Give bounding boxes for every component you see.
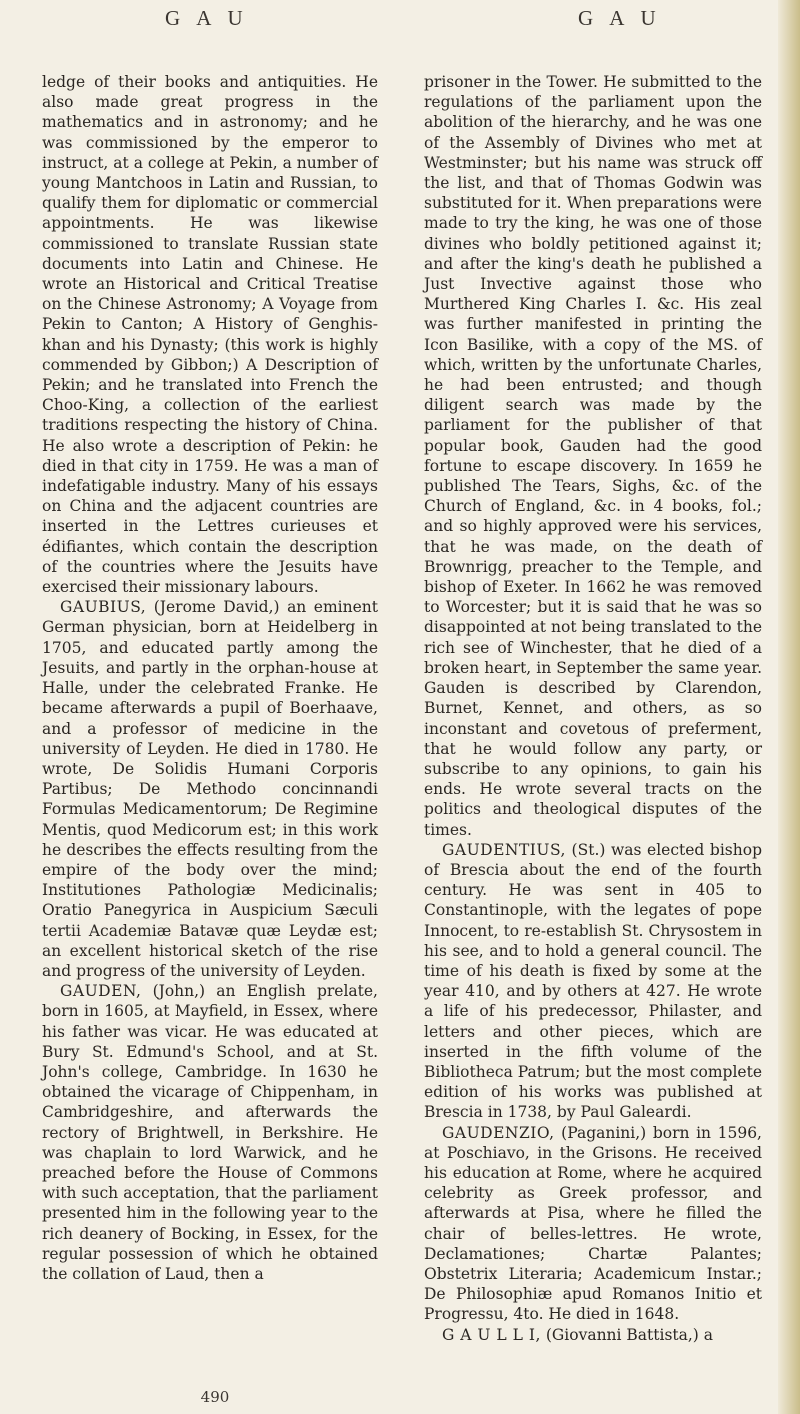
left-column [42,72,378,1284]
entry-gauden [42,981,378,1284]
page-edge [778,0,800,1414]
entry-name: GAUDEN, [60,982,142,1001]
entry-name: G A U L L I, [442,1325,541,1344]
entry-name: GAUDENTIUS, [442,840,566,859]
entry-name: GAUDENZIO, [442,1123,555,1142]
entry-gaudentius [424,840,762,1123]
entry-text: (Paganini,) born in 1596, at Poschiavo, in the Grisons. He received his education at Rome, where he acquired celebrity as Greek professor, and afterwards at Pisa, where he filled the chair of belles-lettres. He wrote, Declamationes; Chartæ Palantes; Obstetrix Literaria; Academicum Instar.; De Philosophiæ apud Romanos Initio et Progressu, 4to. He died in 1648. [424,1123,762,1324]
running-head-left: G A U [165,6,249,30]
entry-gaudenzio [424,1123,762,1325]
entry-gaulli [424,1325,762,1345]
entry-gaubius [42,597,378,981]
paragraph-continued: ledge of their books and antiquities. He also made great progress in the mathematics and in astronomy; and he was commissioned by the emperor to instruct, at a college at Pekin, a number of young Mantchoos in Latin and Russian, to qualify them for diplomatic or commercial appointments. He was likewise commissioned to translate Russian state documents into Latin and Chinese. He wrote an Historical and Critical Treatise on the Chinese Astronomy; A Voyage from Pekin to Canton; A History of Genghis-khan and his Dynasty; (this work is highly commended by Gibbon;) A Description of Pekin; and he translated into French the Choo-King, a collection of the earliest traditions respecting the history of China. He also wrote a description of Pekin: he died in that city in 1759. He was a man of indefatigable industry. Many of his essays on China and the adjacent countries are inserted in the Lettres curieuses et édifiantes, which contain the description of the countries where the Jesuits have exercised their missionary labours. [42,73,378,597]
right-column [424,72,762,1345]
page-number: 490 [200,1388,230,1406]
entry-text: (John,) an English prelate, born in 1605, at Mayfield, in Essex, where his father was vicar. He was educated at Bury St. Edmund's School, and at St. John's college, Cambridge. In 1630 he obtained the vicarage of Chippenham, in Cambridgeshire, and afterwards the rectory of Brightwell, in Berkshire. He was chaplain to lord Warwick, and he preached before the House of Commons with such acceptation, that the parliament presented him in the following year to the rich deanery of Bocking, in Essex, for the regular possession of which he obtained the collation of Laud, then a [42,982,378,1283]
entry-text: (St.) was elected bishop of Brescia about the end of the fourth century. He was sent in 405 to Constantinople, with the legates of pope Innocent, to re-establish St. Chrysostem in his see, and to hold a general council. The time of his death is fixed by some at the year 410, and by others at 427. He wrote a life of his predecessor, Philaster, and letters and other pieces, which are inserted in the fifth volume of the Bibliotheca Patrum; but the most complete edition of his works was published at Brescia in 1738, by Paul Galeardi. [424,840,762,1122]
running-head-right: G A U [578,6,662,30]
paragraph-continued: prisoner in the Tower. He submitted to the regulations of the parliament upon the abolition of the hierarchy, and he was one of the Assembly of Divines who met at Westminster; but his name was struck off the list, and that of Thomas Godwin was substituted for it. When preparations were made to try the king, he was one of those divines who boldly petitioned against it; and after the king's death he published a Just Invective against those who Murthered King Charles I. &c. His zeal was further manifested in printing the Icon Basilike, with a copy of the MS. of which, written by the unfortunate Charles, he had been entrusted; and though diligent search was made by the parliament for the publisher of that popular book, Gauden had the good fortune to escape discovery. In 1659 he published The Tears, Sighs, &c. of the Church of England, &c. in 4 books, fol.; and so highly approved were his services, that he was made, on the death of Brownrigg, preacher to the Temple, and bishop of Exeter. In 1662 he was removed to Worcester; but it is said that he was so disappointed at not being translated to the rich see of Winchester, that he died of a broken heart, in September the same year. Gauden is described by Clarendon, Burnet, Kennet, and others, as so inconstant and covetous of preferment, that he would follow any party, or subscribe to any opinions, to gain his ends. He wrote several tracts on the politics and theological disputes of the times. [424,73,762,839]
entry-text: (Giovanni Battista,) a [540,1325,714,1344]
entry-name: GAUBIUS, [60,598,147,617]
entry-text: (Jerome David,) an eminent German physician, born at Heidelberg in 1705, and educated partly among the Jesuits, and partly in the orphan-house at Halle, under the celebrated Franke. He became afterwards a pupil of Boerhaave, and a professor of medicine in the university of Leyden. He died in 1780. He wrote, De Solidis Humani Corporis Partibus; De Methodo concinnandi Formulas Medicamentorum; De Regimine Mentis, quod Medicorum est; in this work he describes the effects resulting from the empire of the body over the mind; Institutiones Pathologiæ Medicinalis; Oratio Panegyrica in Auspicium Sæculi tertii Academiæ Batavæ quæ Leydæ est; an excellent historical sketch of the rise and progress of the university of Leyden. [42,598,378,980]
